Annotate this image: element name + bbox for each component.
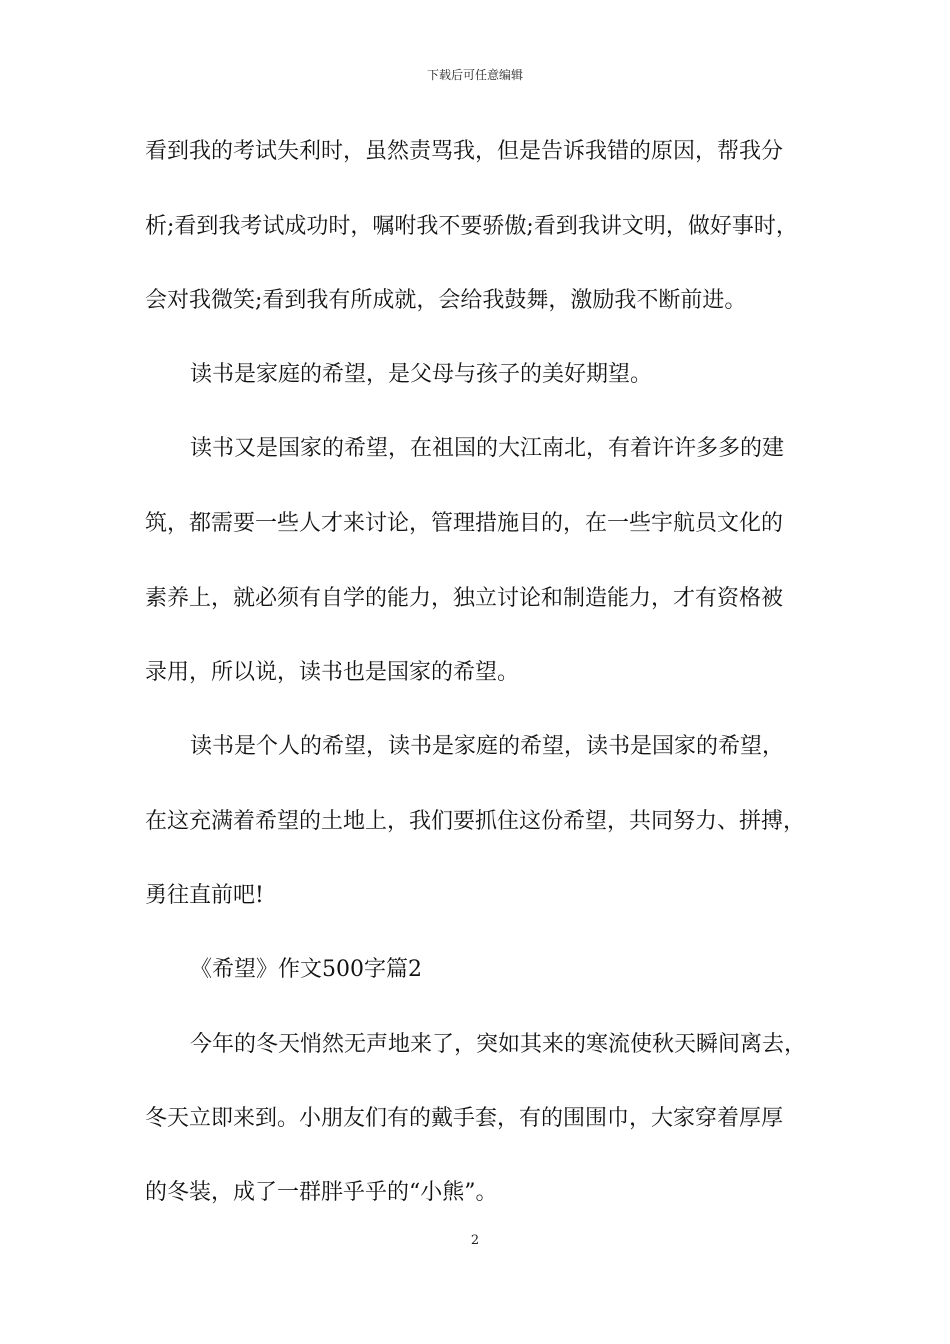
section-heading: 《希望》作文500字篇2: [190, 957, 422, 982]
body-text-line: 在这充满着希望的土地上，我们要抓住这份希望，共同努力、拼搏，: [145, 809, 806, 834]
body-text-line: 冬天立即来到。小朋友们有的戴手套，有的围围巾，大家穿着厚厚: [145, 1106, 784, 1131]
body-text-line: 筑，都需要一些人才来讨论，管理措施目的，在一些宇航员文化的: [145, 511, 784, 536]
body-text-line: 会对我微笑;看到我有所成就，会给我鼓舞，激励我不断前进。: [145, 288, 747, 313]
body-text-line: 素养上，就必须有自学的能力，独立讨论和制造能力，才有资格被: [145, 586, 784, 611]
body-text-line: 读书是家庭的希望，是父母与孩子的美好期望。: [190, 362, 653, 387]
body-text-line: 今年的冬天悄然无声地来了，突如其来的寒流使秋天瞬间离去，: [190, 1032, 807, 1057]
body-text-line: 读书又是国家的希望，在祖国的大江南北，有着许许多多的建: [190, 436, 785, 461]
page-number: 2: [470, 1233, 480, 1248]
body-text-line: 录用，所以说，读书也是国家的希望。: [145, 660, 520, 685]
body-text-line: 看到我的考试失利时，虽然责骂我，但是告诉我错的原因，帮我分: [145, 139, 784, 164]
body-text-line: 勇往直前吧!: [145, 883, 264, 908]
body-text-line: 读书是个人的希望，读书是家庭的希望，读书是国家的希望，: [190, 734, 785, 759]
page-header: 下载后可任意编辑: [426, 68, 523, 82]
body-text-line: 的冬装，成了一群胖乎乎的“小熊”。: [145, 1180, 498, 1205]
body-text-line: 析;看到我考试成功时，嘱咐我不要骄傲;看到我讲文明，做好事时，: [145, 214, 798, 239]
